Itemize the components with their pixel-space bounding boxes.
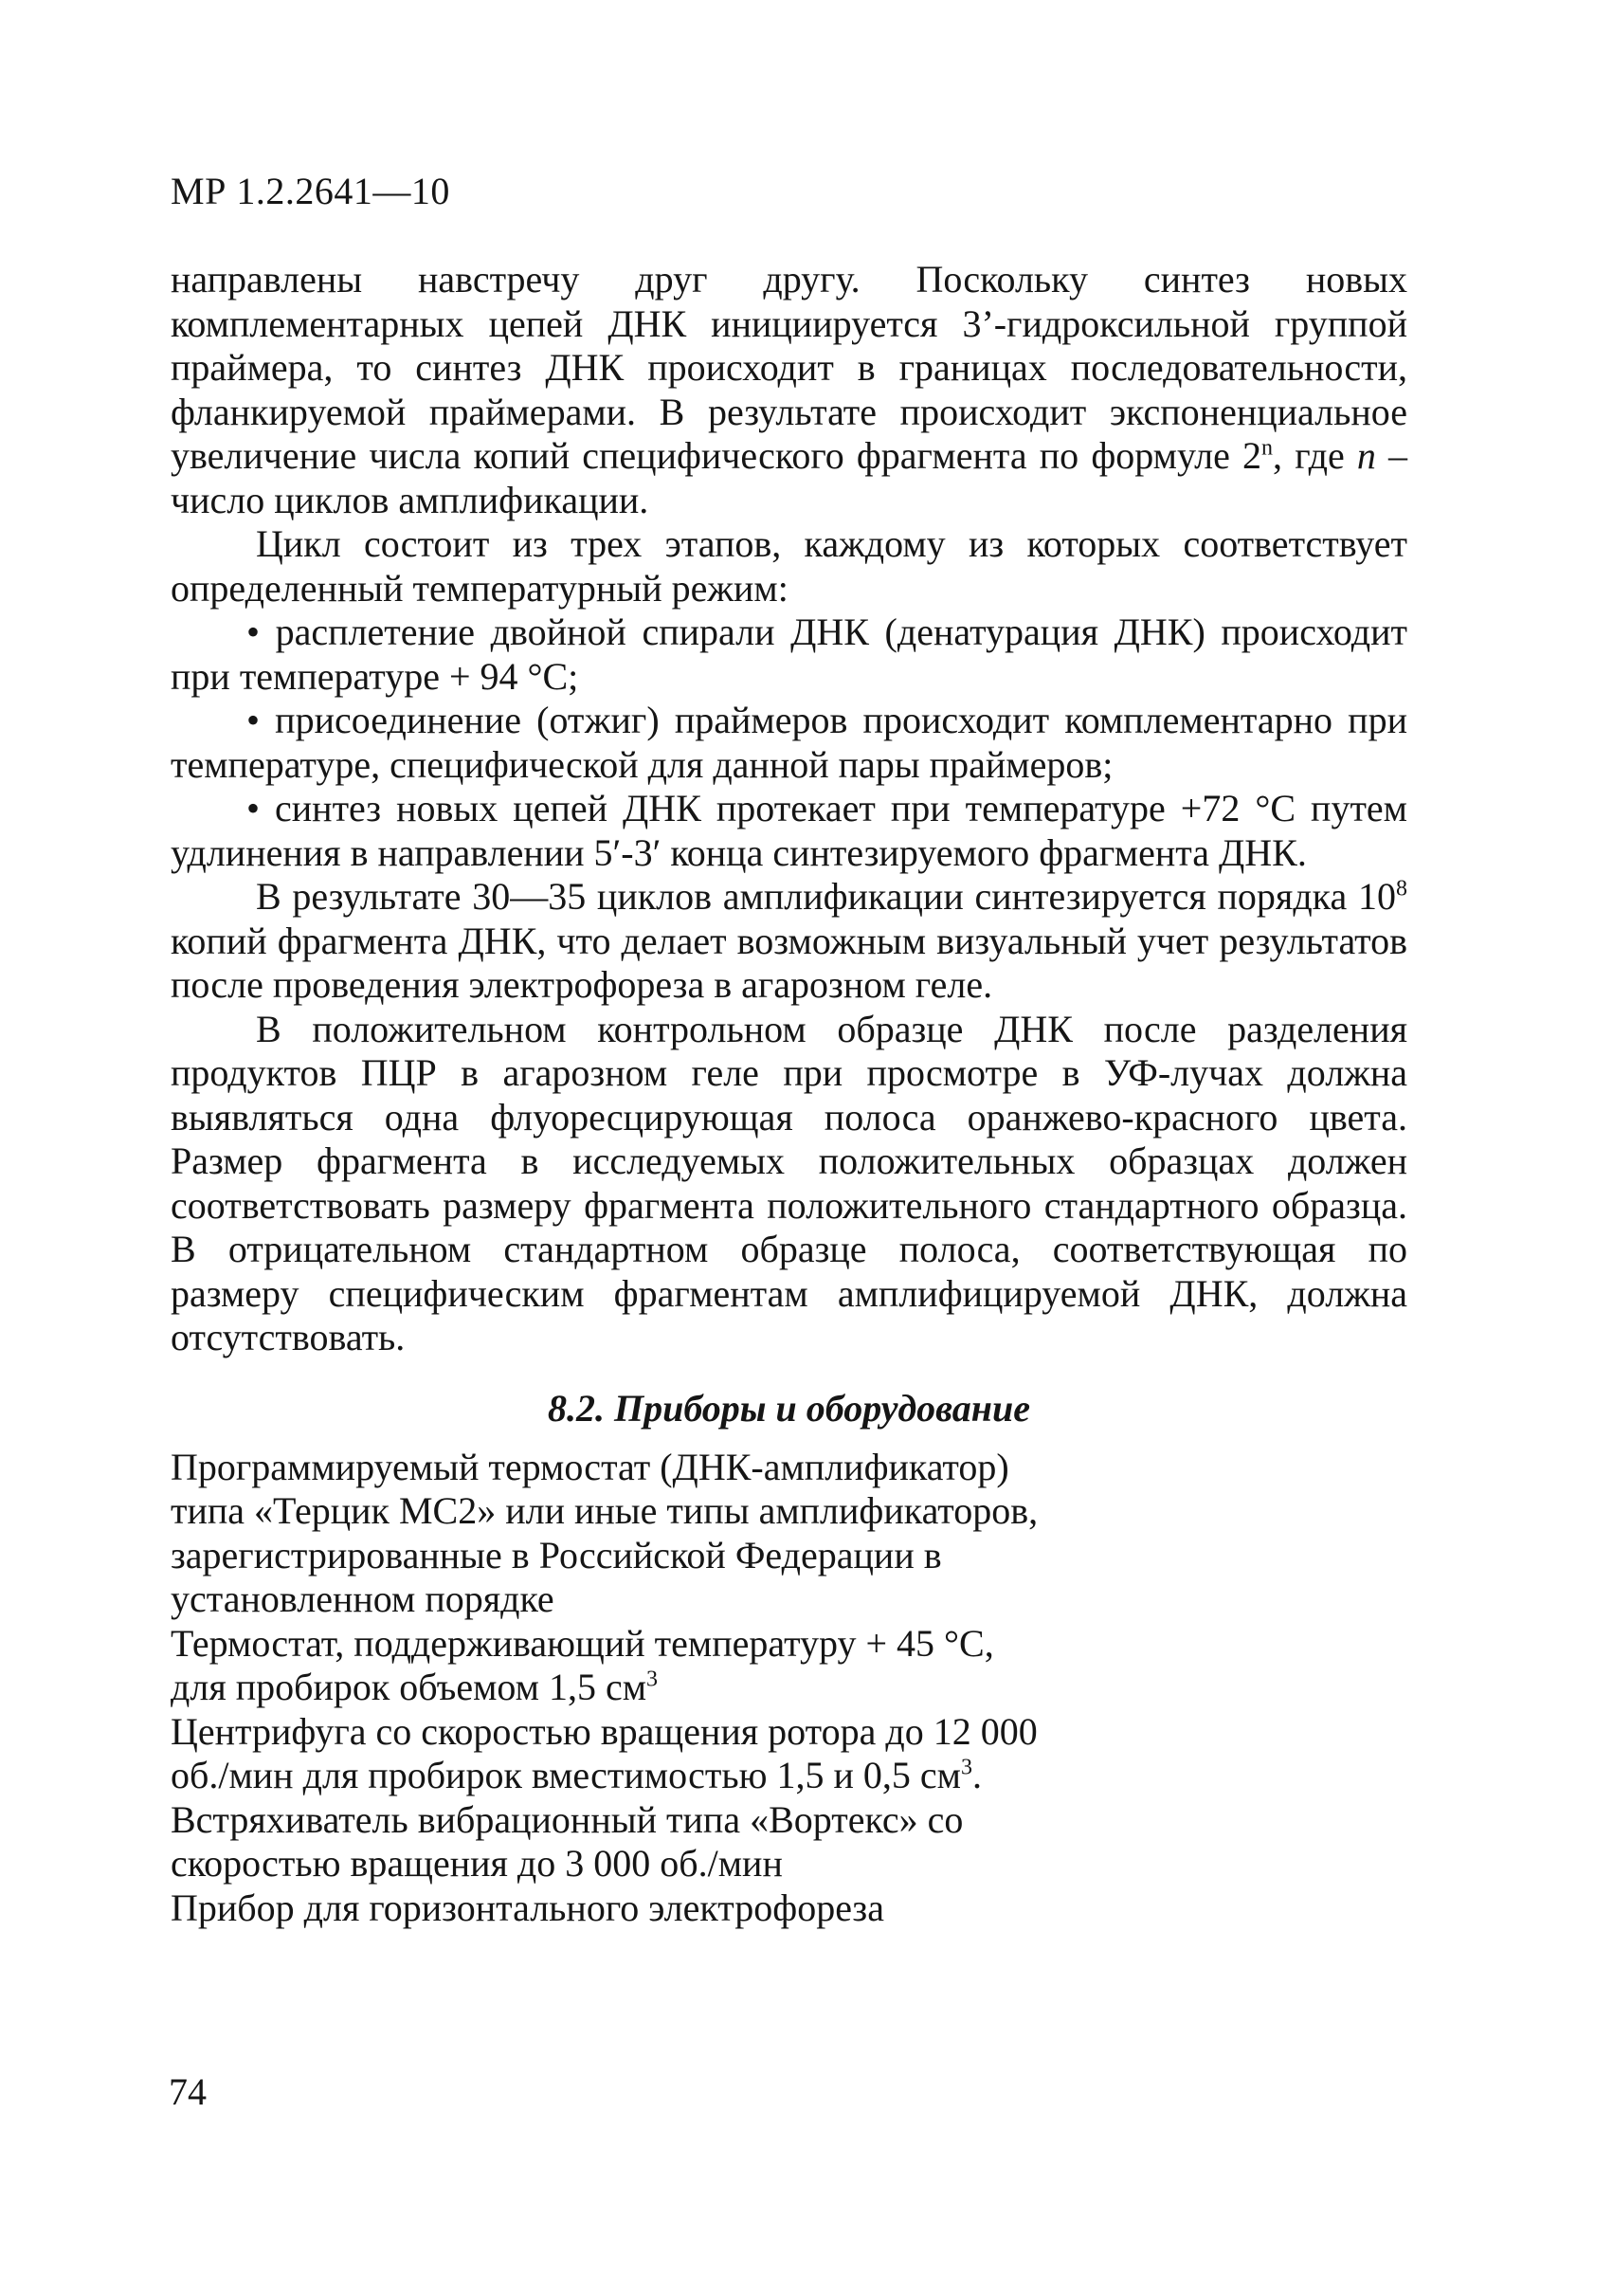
bullet-annealing: • присоединение (отжиг) праймеров происходит комплементарно при температуре, специфической для данной пары праймеров; [171,699,1407,786]
page-number: 74 [169,2070,207,2113]
bullet-denaturation: • расплетение двойной спирали ДНК (денатурация ДНК) происходит при температуре + 94 °С; [171,610,1407,698]
equipment-text: . [971,1754,982,1796]
equipment-text: Термостат, поддерживающий температуру + 45 °С, для пробирок объемом 1,5 см [171,1621,994,1708]
paragraph-cycle-stages: Цикл состоит из трех этапов, каждому из которых соответствует определенный температурный режим: [171,522,1407,610]
equipment-item-electrophoresis: Прибор для горизонтального электрофореза [171,1886,884,1929]
equipment-item-centrifuge [171,1710,1052,1798]
paragraph-pcr-synthesis [171,258,1407,522]
equipment-item-vortex: Встряхиватель вибрационный типа «Вортекс» со скоростью вращения до 3 000 об./мин [171,1797,964,1885]
document-code-header: МР 1.2.2641—10 [171,170,450,212]
equipment-list [171,1446,1052,1931]
document-body [171,258,1407,1930]
section-title-equipment: 8.2. Приборы и оборудование [548,1386,1030,1430]
superscript-3: 3 [646,1667,659,1692]
paragraph-text: В результате 30—35 циклов амплификации синтезируется порядка 10 [256,875,1396,918]
superscript-n: n [1261,435,1274,461]
paragraph-control-sample: В положительном контрольном образце ДНК после разделения продуктов ПЦР в агарозном геле при просмотре в УФ-лучах должна выявляться одна флуоресцирующая полоса оранжево-красного цвета. Размер фрагмента в исследуемых положительных образцах должен соответствовать размеру фрагмента положительного стандартного образца. В отрицательном стандартном образце полоса, соответствующая по размеру специфическим фрагментам амплифицируемой ДНК, должна отсутствовать. [171,1007,1407,1358]
equipment-item-thermostat [171,1622,1052,1710]
paragraph-amplification-result [171,875,1407,1008]
bullet-extension: • синтез новых цепей ДНК протекает при температуре +72 °С путем удлинения в направлении 5′-3′ конца синтезируемого фрагмента ДНК. [171,787,1407,874]
paragraph-text: копий фрагмента ДНК, что делает возможным визуальный учет результатов после проведения электрофореза в агарозном геле. [171,919,1407,1006]
equipment-item-thermocycler: Программируемый термостат (ДНК-амплификатор) типа «Терцик МС2» или иные типы амплификаторов, зарегистрированные в Российской Федерации в установленном порядке [171,1445,1039,1620]
equipment-text: Центрифуга со скоростью вращения ротора до 12 000 об./мин для пробирок вместимостью 1,5 и 0,5 см [171,1709,1038,1796]
superscript-8: 8 [1396,876,1407,902]
variable-n: n [1356,434,1376,477]
superscript-3: 3 [960,1755,972,1780]
paragraph-text: , где [1273,434,1357,477]
paragraph-text: – число циклов амплификации. [171,434,1408,521]
paragraph-text: направлены навстречу друг другу. Поскольку синтез новых комплементарных цепей ДНК инициируется 3’-гидроксильной группой праймера, то синтез ДНК происходит в границах последовательности, фланкируемой праймерами. В результате происходит экспоненциальное увеличение числа копий специфического фрагмента по формуле 2 [171,258,1407,477]
